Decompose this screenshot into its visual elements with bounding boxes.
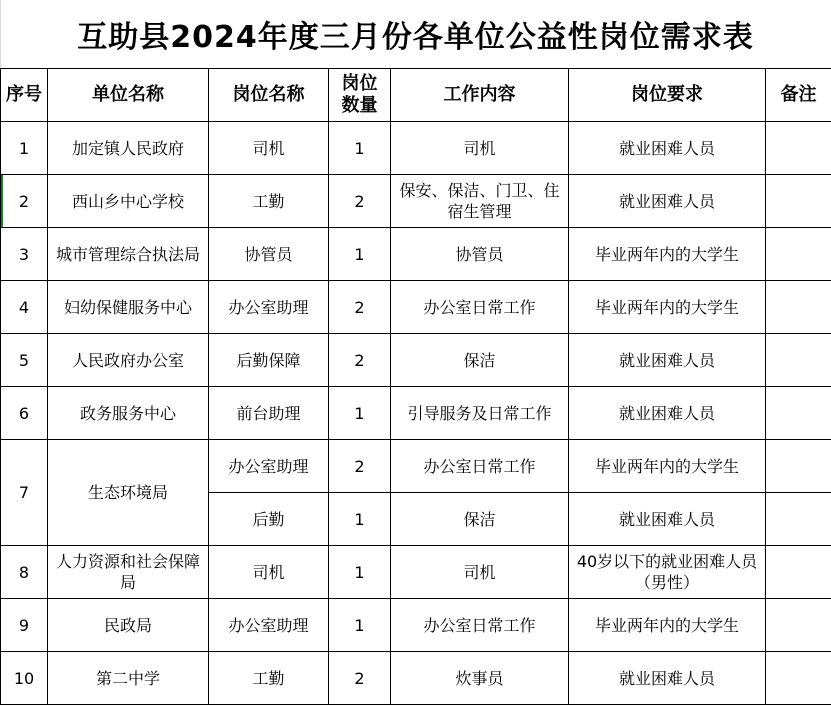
cell-seq[interactable]: 6: [1, 387, 48, 440]
cell-note[interactable]: [766, 387, 831, 440]
cell-count[interactable]: 2: [329, 281, 391, 334]
cell-note[interactable]: [766, 546, 831, 599]
cell-unit[interactable]: 人力资源和社会保障局: [48, 546, 209, 599]
cell-note[interactable]: [766, 440, 831, 493]
cell-req[interactable]: 就业困难人员: [569, 652, 766, 705]
cell-post[interactable]: 工勤: [209, 652, 329, 705]
cell-work[interactable]: 保洁: [391, 493, 569, 546]
cell-post[interactable]: 后勤: [209, 493, 329, 546]
header-post[interactable]: 岗位名称: [209, 69, 329, 122]
table-row: [1, 228, 831, 281]
cell-work[interactable]: 司机: [391, 546, 569, 599]
cell-seq[interactable]: 9: [1, 599, 48, 652]
cell-seq[interactable]: 5: [1, 334, 48, 387]
cell-req[interactable]: 毕业两年内的大学生: [569, 281, 766, 334]
cell-unit[interactable]: 西山乡中心学校: [48, 175, 209, 228]
cell-note[interactable]: [766, 493, 831, 546]
header-row: [1, 69, 831, 122]
cell-note[interactable]: [766, 122, 831, 175]
cell-work[interactable]: 保安、保洁、门卫、住宿生管理: [391, 175, 569, 228]
cell-req[interactable]: 就业困难人员: [569, 122, 766, 175]
cell-count[interactable]: 2: [329, 175, 391, 228]
cell-unit[interactable]: 妇幼保健服务中心: [48, 281, 209, 334]
cell-seq[interactable]: 1: [1, 122, 48, 175]
cell-count[interactable]: 2: [329, 334, 391, 387]
cell-work[interactable]: 炊事员: [391, 652, 569, 705]
cell-post[interactable]: 工勤: [209, 175, 329, 228]
cell-work[interactable]: 司机: [391, 122, 569, 175]
table-row: [1, 122, 831, 175]
cell-seq[interactable]: 7: [1, 440, 48, 546]
table-row: [1, 387, 831, 440]
cell-note[interactable]: [766, 281, 831, 334]
cell-post[interactable]: 司机: [209, 122, 329, 175]
cell-post[interactable]: 司机: [209, 546, 329, 599]
cell-work[interactable]: 协管员: [391, 228, 569, 281]
cell-req[interactable]: 40岁以下的就业困难人员（男性）: [569, 546, 766, 599]
table-row: [1, 281, 831, 334]
cell-count[interactable]: 1: [329, 599, 391, 652]
table-row: [1, 175, 831, 228]
header-unit[interactable]: 单位名称: [48, 69, 209, 122]
cell-post[interactable]: 前台助理: [209, 387, 329, 440]
cell-count[interactable]: 1: [329, 493, 391, 546]
table-row: [1, 334, 831, 387]
cell-note[interactable]: [766, 228, 831, 281]
header-seq[interactable]: 序号: [1, 69, 48, 122]
header-work[interactable]: 工作内容: [391, 69, 569, 122]
cell-work[interactable]: 保洁: [391, 334, 569, 387]
cell-req[interactable]: 就业困难人员: [569, 387, 766, 440]
header-req[interactable]: 岗位要求: [569, 69, 766, 122]
cell-work[interactable]: 办公室日常工作: [391, 281, 569, 334]
cell-seq[interactable]: 4: [1, 281, 48, 334]
cell-note[interactable]: [766, 175, 831, 228]
cell-unit[interactable]: 政务服务中心: [48, 387, 209, 440]
cell-req[interactable]: 毕业两年内的大学生: [569, 599, 766, 652]
cell-unit[interactable]: 人民政府办公室: [48, 334, 209, 387]
header-note[interactable]: 备注: [766, 69, 831, 122]
cell-unit[interactable]: 生态环境局: [48, 440, 209, 546]
cell-req[interactable]: 就业困难人员: [569, 493, 766, 546]
cell-post[interactable]: 办公室助理: [209, 599, 329, 652]
cell-req[interactable]: 毕业两年内的大学生: [569, 228, 766, 281]
table-row: [1, 440, 831, 493]
cell-unit[interactable]: 城市管理综合执法局: [48, 228, 209, 281]
cell-seq[interactable]: 10: [1, 652, 48, 705]
cell-count[interactable]: 2: [329, 652, 391, 705]
cell-post[interactable]: 协管员: [209, 228, 329, 281]
cell-seq[interactable]: 2: [1, 175, 48, 228]
cell-seq[interactable]: 3: [1, 228, 48, 281]
cell-count[interactable]: 1: [329, 546, 391, 599]
cell-unit[interactable]: 第二中学: [48, 652, 209, 705]
table-row: [1, 652, 831, 705]
cell-work[interactable]: 办公室日常工作: [391, 599, 569, 652]
cell-seq[interactable]: 8: [1, 546, 48, 599]
cell-count[interactable]: 1: [329, 122, 391, 175]
cell-count[interactable]: 2: [329, 440, 391, 493]
cell-note[interactable]: [766, 652, 831, 705]
table-row: [1, 546, 831, 599]
cell-unit[interactable]: 加定镇人民政府: [48, 122, 209, 175]
cell-req[interactable]: 就业困难人员: [569, 175, 766, 228]
cell-req[interactable]: 就业困难人员: [569, 334, 766, 387]
header-count[interactable]: 岗位数量: [329, 69, 391, 122]
cell-note[interactable]: [766, 599, 831, 652]
cell-post[interactable]: 办公室助理: [209, 281, 329, 334]
cell-unit[interactable]: 民政局: [48, 599, 209, 652]
cell-post[interactable]: 办公室助理: [209, 440, 329, 493]
cell-count[interactable]: 1: [329, 228, 391, 281]
sheet-title[interactable]: 互助县2024年度三月份各单位公益性岗位需求表: [77, 20, 754, 55]
cell-req[interactable]: 毕业两年内的大学生: [569, 440, 766, 493]
cell-count[interactable]: 1: [329, 387, 391, 440]
cell-work[interactable]: 引导服务及日常工作: [391, 387, 569, 440]
job-demand-table: [0, 68, 831, 705]
table-row: [1, 599, 831, 652]
cell-work[interactable]: 办公室日常工作: [391, 440, 569, 493]
cell-post[interactable]: 后勤保障: [209, 334, 329, 387]
cell-note[interactable]: [766, 334, 831, 387]
